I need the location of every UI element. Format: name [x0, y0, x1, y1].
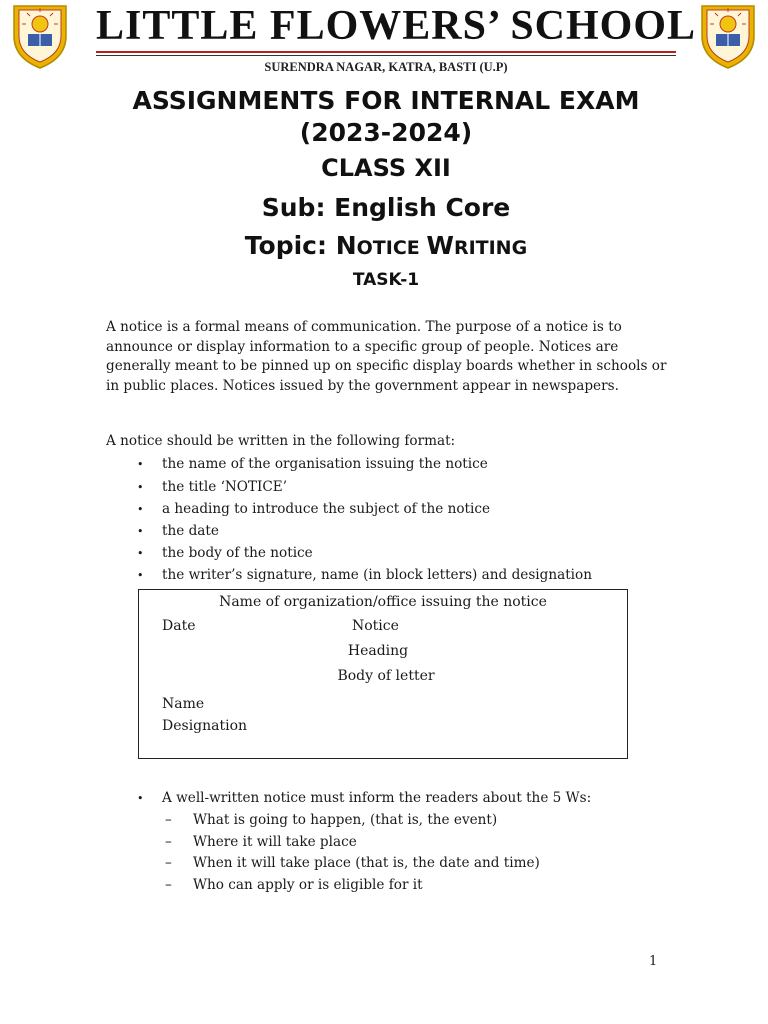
list-item: • the name of the organisation issuing the notice	[162, 456, 488, 472]
subject-title: Sub: English Core	[261, 193, 511, 222]
notice-format-box	[138, 589, 628, 759]
list-item: • a heading to introduce the subject of the notice	[162, 501, 490, 517]
format-intro: A notice should be written in the following format:	[106, 433, 456, 449]
list-item: – When it will take place (that is, the date and time)	[193, 855, 540, 871]
header-rule-thin	[96, 55, 676, 56]
format-date-label: Date	[162, 618, 196, 634]
class-title: CLASS XII	[321, 154, 451, 182]
list-item: • the date	[162, 523, 219, 539]
list-item: – Where it will take place	[193, 834, 357, 850]
header-rule	[96, 51, 676, 53]
format-body-label: Body of letter	[337, 668, 435, 684]
format-name-label: Name	[162, 696, 205, 712]
format-notice-label: Notice	[352, 618, 399, 634]
format-org-label: Name of organization/office issuing the notice	[219, 594, 547, 610]
assignment-title: ASSIGNMENTS FOR INTERNAL EXAM	[132, 86, 640, 115]
format-heading-label: Heading	[347, 643, 409, 659]
format-designation-label: Designation	[162, 718, 248, 734]
list-item: • the writer’s signature, name (in block letters) and designation	[162, 567, 592, 583]
school-name: LITTLE FLOWERS’ SCHOOL	[96, 3, 697, 49]
list-item: • the body of the notice	[162, 545, 313, 561]
five-ws-intro: • A well-written notice must inform the readers about the 5 Ws:	[162, 790, 591, 806]
session-year: (2023-2024)	[299, 118, 473, 147]
page-number: 1	[649, 954, 658, 969]
intro-paragraph: A notice is a formal means of communication. The purpose of a notice is to announce or display information to a specific group of people. Notices are generally meant to be pinned up on specific display boards whether in schools or in public places. Notices issued by the government appear in newspapers.	[106, 319, 667, 394]
list-item: – Who can apply or is eligible for it	[193, 877, 423, 893]
list-item: • the title ‘NOTICE’	[162, 479, 287, 495]
school-crest-icon	[4, 2, 76, 70]
list-item: – What is going to happen, (that is, the event)	[193, 812, 497, 828]
topic-title: Topic: NOTICE WRITING	[244, 231, 528, 260]
task-title: TASK-1	[352, 270, 420, 290]
school-address: SURENDRA NAGAR, KATRA, BASTI (U.P)	[264, 60, 508, 74]
school-crest-icon	[692, 2, 764, 70]
